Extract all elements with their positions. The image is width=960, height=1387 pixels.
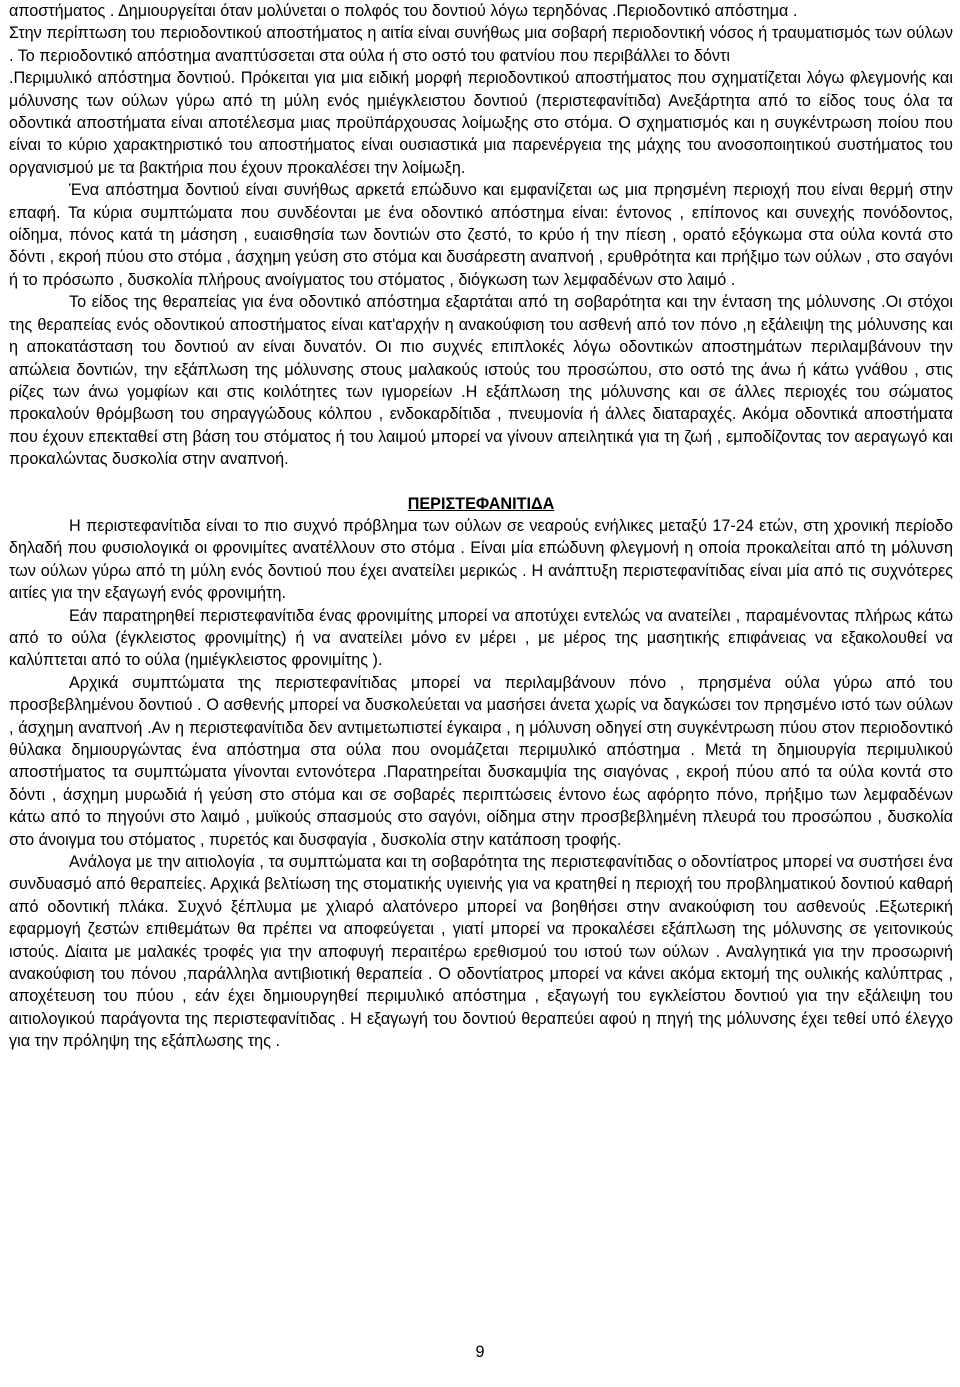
section-heading: ΠΕΡΙΣΤΕΦΑΝΙΤΙΔΑ (407, 494, 555, 513)
section-paragraph-3: Αρχικά συμπτώματα της περιστεφανίτιδας μπορεί να περιλαμβάνουν πόνο , πρησμένα ούλα γύρω από του προσβεβλημένου δοντιού . Ο ασθενής μπορεί να δυσκολεύεται να μασήσει άνετα χωρίς να δαγκώσει τον πρησμένο ιστό των ούλων , άσχημη αναπνοή .Αν η περιστεφανίτιδα δεν αντιμετωπιστεί έγκαιρα , η μόλυνση οδηγεί στη συγκέντρωση πύου στον περιοδοντικό θύλακα δημιουργώντας ένα απόστημα στα ούλα που ονομάζεται περιμυλικό απόστημα . Μετά τη δημιουργία περιμυλικού αποστήματος τα συμπτώματα γίνονται εντονότερα .Παρατηρείται δυσκαμψία της σιαγόνας , εκροή πύου από τα ούλα κοντά στο δόντι , άσχημη μυρωδιά ή γεύση στο στόμα και σε σοβαρές περιπτώσεις έντονο έως αφόρητο πόνο, πρήξιμο των λεμφαδένων κάτω από το πηγούνι στο λαιμό , μυϊκούς σπασμούς στο σαγόνι, οίδημα στην προσβεβλημένη πλευρά του προσώπου , δυσκολία στο άνοιγμα του στόματος , πυρετός και δυσφαγία , δυσκολία στην κατάποση τροφής. (9, 673, 953, 849)
section-paragraph-4: Ανάλογα με την αιτιολογία , τα συμπτώματα και τη σοβαρότητα της περιστεφανίτιδας ο οδοντίατρος μπορεί να συστήσει ένα συνδυασμό από θεραπείες. Αρχικά βελτίωση της στοματικής υγιεινής για να κρατηθεί η περιοχή του προβληματικού δοντιού καθαρή από οδοντική πλάκα. Συχνό ξέπλυμα με χλιαρό αλατόνερο μπορεί να βοηθήσει στην ανακούφιση του ασθενούς .Εξωτερική εφαρμογή ζεστών επιθεμάτων θα πρέπει να αποφεύγεται , γιατί μπορεί να προκαλέσει εξάπλωση της μόλυνσης σε γειτονικούς ιστούς. Δίαιτα με μαλακές τροφές για την αποφυγή περαιτέρω ερεθισμού του ιστού των ούλων . Αναλγητικά για την προσωρινή ανακούφιση του πόνου ,παράλληλα αντιβιοτική θεραπεία . Ο οδοντίατρος μπορεί να κάνει ακόμα εκτομή της ουλικής καλύπτρας , αποχέτευση του πύου , εάν έχει δημιουργηθεί περιμυλικό απόστημα , εξαγωγή του εγκλείστου δοντιού για την εξάλειψη του αιτιολογικού παράγοντα της περιστεφανίτιδας . Η εξαγωγή του δοντιού θεραπεύει αφού η πηγή της μόλυνσης έχει τεθεί υπό έλεγχο για την πρόληψη της εξάπλωσης της . (9, 853, 953, 1051)
section-paragraph-2: Εάν παρατηρηθεί περιστεφανίτιδα ένας φρονιμίτης μπορεί να αποτύχει εντελώς να ανατείλει , παραμένοντας πλήρως κάτω από το ούλα (έγκλειστος φρονιμίτης) ή να ανατείλει μόνο εν μέρει , με μέρος της μασητικής επιφάνειας να εξακολουθεί να καλύπτεται από το ούλα (ημιέγκλειστος φρονιμίτης ). (9, 606, 953, 670)
page-number: 9 (475, 1343, 485, 1361)
paragraph-4: Ένα απόστημα δοντιού είναι συνήθως αρκετά επώδυνο και εμφανίζεται ως μια πρησμένη περιοχή που είναι θερμή στην επαφή. Τα κύρια συμπτώματα που συνδέονται με ένα οδοντικό απόστημα είναι: έντονος , επίπονος και συνεχής πονόδοντος, οίδημα, πόνος κατά τη μάσηση , ευαισθησία των δοντιών στο ζεστό, το κρύο ή την πίεση , ορατό εξόγκωμα στα ούλα κοντά στο δόντι , εκροή πύου στο στόμα , άσχημη γεύση στο στόμα και δυσάρεστη αναπνοή , ερυθρότητα και πρήξιμο των ούλων , στο σαγόνι ή το πρόσωπο , δυσκολία πλήρους ανοίγματος του στόματος , διόγκωση των λεμφαδένων στο λαιμό . (9, 181, 953, 289)
paragraph-1: αποστήματος . Δημιουργείται όταν μολύνεται ο πολφός του δοντιού λόγω τερηδόνας .Περιοδοντικό απόστημα . (9, 2, 798, 20)
section-paragraph-1: Η περιστεφανίτιδα είναι το πιο συχνό πρόβλημα των ούλων σε νεαρούς ενήλικες μεταξύ 17-24 ετών, στη χρονική περίοδο δηλαδή που φυσιολογικά οι φρονιμίτες ανατέλλουν στο στόμα . Είναι μία επώδυνη φλεγμονή η οποία προκαλείται από τη μόλυνση των ούλων γύρω από τη μύλη ενός δοντιού που έχει ανατείλει μερικώς . Η ανάπτυξη περιστεφανίτιδας είναι μία από τις συχνότερες αιτίες για την εξαγωγή ενός φρονιμήτη. (9, 516, 953, 603)
paragraph-2: Στην περίπτωση του περιοδοντικού αποστήματος η αιτία είναι συνήθως μια σοβαρή περιοδοντική νόσος ή τραυματισμός των ούλων . Το περιοδοντικό απόστημα αναπτύσσεται στα ούλα ή στο οστό του φατνίου που περιβάλλει το δόντι (9, 24, 953, 65)
paragraph-5: Το είδος της θεραπείας για ένα οδοντικό απόστημα εξαρτάται από τη σοβαρότητα και την ένταση της μόλυνσης .Οι στόχοι της θεραπείας ενός οδοντικού αποστήματος είναι κατ'αρχήν η ανακούφιση του ασθενή από τον πόνο ,η εξάλειψη της μόλυνσης και η αποκατάσταση του δοντιού αν είναι δυνατόν. Οι πιο συχνές επιπλοκές λόγω οδοντικών αποστημάτων περιλαμβάνουν την απώλεια δοντιών, την εξάπλωση της μόλυνσης στους μαλακούς ιστούς του προσώπου, στο οστό της άνω ή κάτω γνάθου , στις ρίζες των άνω γομφίων και στις κοιλότητες των ιγμορείων .Η εξάπλωση της μόλυνσης και σε άλλες περιοχές του σώματος προκαλούν θρόμβωση του σηραγγώδους κόλπου , ενδοκαρδίτιδα , πνευμονία ή άλλες διαταραχές. Ακόμα οδοντικά αποστήματα που έχουν επεκταθεί στη βάση του στόματος ή του λαιμού μπορεί να γίνουν απειλητικά για τη ζωή , εμποδίζοντας τον αεραγωγό και προκαλώντας δυσκολία στην αναπνοή. (9, 293, 953, 469)
paragraph-3: .Περιμυλικό απόστημα δοντιού. Πρόκειται για μια ειδική μορφή περιοδοντικού αποστήματος που σχηματίζεται λόγω φλεγμονής και μόλυνσης των ούλων γύρω από τη μύλη ενός ημιέγκλειστου δοντιού (περιστεφανίτιδα) Ανεξάρτητα από το είδος τους όλα τα οδοντικά αποστήματα είναι αποτέλεσμα μιας προϋπάρχουσας λοίμωξης στο στόμα. Ο σχηματισμός και η συγκέντρωση ποίου που είναι το κύριο χαρακτηριστικό του αποστήματος είναι ουσιαστικά μια παρενέργεια της μάχης του ανοσοποιητικού συστήματος του οργανισμού με τα βακτήρια που έχουν προκαλέσει την λοίμωξη. (9, 69, 953, 177)
document-page (9, 0, 953, 1053)
